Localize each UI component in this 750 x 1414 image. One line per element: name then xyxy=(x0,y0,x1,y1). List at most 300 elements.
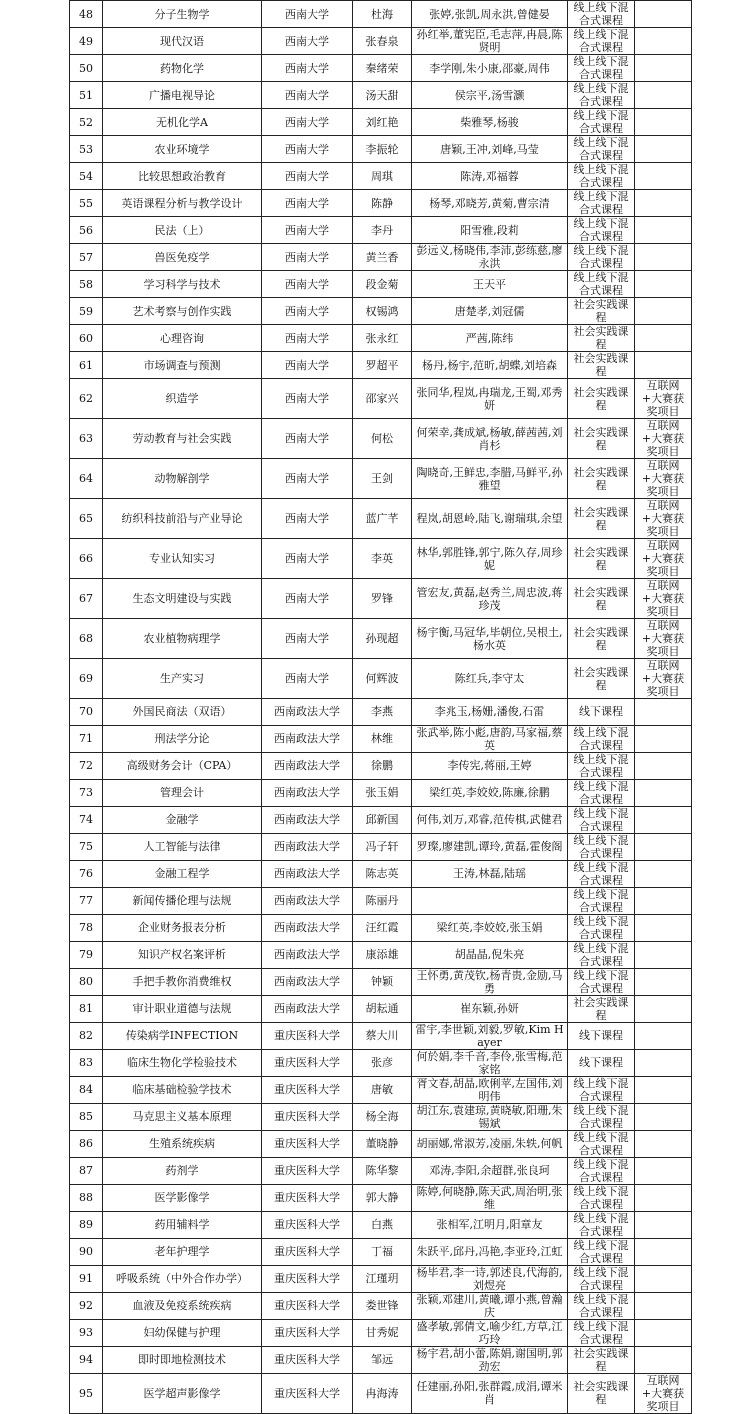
course-lead-cell: 康添雄 xyxy=(353,941,412,968)
course-type-cell: 线上线下混合式课程 xyxy=(568,1319,635,1346)
team-members-cell: 林华,郭胜锋,郭宁,陈久存,周珍妮 xyxy=(412,539,568,579)
school-cell: 西南大学 xyxy=(262,298,353,325)
award-cell: 互联网+大赛获奖项目 xyxy=(635,619,692,659)
course-lead-cell: 陈静 xyxy=(353,190,412,217)
course-name-cell: 医学超声影像学 xyxy=(103,1373,262,1413)
school-cell: 西南政法大学 xyxy=(262,725,353,752)
team-members-cell: 唐颖,王冲,刘峰,马莹 xyxy=(412,136,568,163)
school-cell: 西南大学 xyxy=(262,459,353,499)
course-lead-cell: 张永红 xyxy=(353,325,412,352)
row-number-cell: 62 xyxy=(70,379,103,419)
row-number-cell: 79 xyxy=(70,941,103,968)
row-number-cell: 74 xyxy=(70,806,103,833)
course-lead-cell: 黄兰香 xyxy=(353,244,412,271)
award-cell xyxy=(635,109,692,136)
table-row xyxy=(70,28,692,55)
table-row xyxy=(70,163,692,190)
school-cell: 重庆医科大学 xyxy=(262,1211,353,1238)
team-members-cell: 雷宇,李世颖,刘毅,罗敏,Kim Hayer xyxy=(412,1022,568,1049)
award-cell xyxy=(635,271,692,298)
team-members-cell: 张颖,邓建川,黄曦,谭小燕,曾瀚庆 xyxy=(412,1292,568,1319)
table-row xyxy=(70,619,692,659)
school-cell: 重庆医科大学 xyxy=(262,1265,353,1292)
award-cell xyxy=(635,833,692,860)
row-number-cell: 94 xyxy=(70,1346,103,1373)
table-row xyxy=(70,941,692,968)
course-name-cell: 管理会计 xyxy=(103,779,262,806)
course-type-cell: 社会实践课程 xyxy=(568,659,635,699)
table-row xyxy=(70,1103,692,1130)
table-row xyxy=(70,539,692,579)
course-lead-cell: 胡耘通 xyxy=(353,995,412,1022)
table-row xyxy=(70,1130,692,1157)
table-row xyxy=(70,1184,692,1211)
team-members-cell: 阳雪雅,段莉 xyxy=(412,217,568,244)
course-name-cell: 老年护理学 xyxy=(103,1238,262,1265)
course-lead-cell: 周琪 xyxy=(353,163,412,190)
course-lead-cell: 陈丽丹 xyxy=(353,887,412,914)
course-lead-cell: 李丹 xyxy=(353,217,412,244)
school-cell: 西南大学 xyxy=(262,55,353,82)
row-number-cell: 57 xyxy=(70,244,103,271)
team-members-cell: 崔东颖,孙妍 xyxy=(412,995,568,1022)
table-row xyxy=(70,379,692,419)
row-number-cell: 68 xyxy=(70,619,103,659)
course-type-cell: 线上线下混合式课程 xyxy=(568,860,635,887)
award-cell xyxy=(635,1238,692,1265)
award-cell xyxy=(635,1103,692,1130)
course-type-cell: 社会实践课程 xyxy=(568,1346,635,1373)
school-cell: 西南大学 xyxy=(262,136,353,163)
school-cell: 西南大学 xyxy=(262,217,353,244)
school-cell: 重庆医科大学 xyxy=(262,1319,353,1346)
school-cell: 西南大学 xyxy=(262,499,353,539)
course-lead-cell: 白燕 xyxy=(353,1211,412,1238)
course-name-cell: 广播电视导论 xyxy=(103,82,262,109)
course-name-cell: 企业财务报表分析 xyxy=(103,914,262,941)
school-cell: 西南大学 xyxy=(262,352,353,379)
table-row xyxy=(70,244,692,271)
school-cell: 西南大学 xyxy=(262,271,353,298)
course-lead-cell: 郭大静 xyxy=(353,1184,412,1211)
course-name-cell: 人工智能与法律 xyxy=(103,833,262,860)
row-number-cell: 73 xyxy=(70,779,103,806)
course-lead-cell: 张彦 xyxy=(353,1049,412,1076)
course-type-cell: 社会实践课程 xyxy=(568,352,635,379)
award-cell: 互联网+大赛获奖项目 xyxy=(635,379,692,419)
award-cell xyxy=(635,806,692,833)
row-number-cell: 80 xyxy=(70,968,103,995)
table-body xyxy=(70,1,692,1414)
course-name-cell: 比较思想政治教育 xyxy=(103,163,262,190)
course-type-cell: 社会实践课程 xyxy=(568,995,635,1022)
course-name-cell: 现代汉语 xyxy=(103,28,262,55)
team-members-cell: 陈婷,何晓静,陈天武,周治明,张维 xyxy=(412,1184,568,1211)
table-row xyxy=(70,82,692,109)
school-cell: 西南大学 xyxy=(262,325,353,352)
school-cell: 重庆医科大学 xyxy=(262,1292,353,1319)
course-lead-cell: 蔡大川 xyxy=(353,1022,412,1049)
table-row xyxy=(70,1319,692,1346)
table-row xyxy=(70,1022,692,1049)
course-type-cell: 线下课程 xyxy=(568,1049,635,1076)
school-cell: 西南大学 xyxy=(262,419,353,459)
team-members-cell: 杨丹,杨宇,范昕,胡蝶,刘培森 xyxy=(412,352,568,379)
award-cell xyxy=(635,779,692,806)
award-cell xyxy=(635,1346,692,1373)
course-type-cell: 社会实践课程 xyxy=(568,419,635,459)
school-cell: 西南政法大学 xyxy=(262,833,353,860)
course-type-cell: 线上线下混合式课程 xyxy=(568,217,635,244)
team-members-cell xyxy=(412,887,568,914)
table-row xyxy=(70,298,692,325)
course-type-cell: 社会实践课程 xyxy=(568,619,635,659)
award-cell xyxy=(635,298,692,325)
team-members-cell: 陈红兵,李守太 xyxy=(412,659,568,699)
row-number-cell: 55 xyxy=(70,190,103,217)
course-lead-cell: 冯子轩 xyxy=(353,833,412,860)
row-number-cell: 60 xyxy=(70,325,103,352)
award-cell xyxy=(635,968,692,995)
school-cell: 西南大学 xyxy=(262,659,353,699)
school-cell: 重庆医科大学 xyxy=(262,1076,353,1103)
award-cell: 互联网+大赛获奖项目 xyxy=(635,499,692,539)
course-lead-cell: 邵家兴 xyxy=(353,379,412,419)
course-type-cell: 社会实践课程 xyxy=(568,298,635,325)
award-cell xyxy=(635,1022,692,1049)
row-number-cell: 54 xyxy=(70,163,103,190)
row-number-cell: 91 xyxy=(70,1265,103,1292)
course-lead-cell: 娄世锋 xyxy=(353,1292,412,1319)
course-lead-cell: 李英 xyxy=(353,539,412,579)
course-lead-cell: 唐敏 xyxy=(353,1076,412,1103)
table-row xyxy=(70,499,692,539)
course-type-cell: 线上线下混合式课程 xyxy=(568,244,635,271)
course-lead-cell: 甘秀妮 xyxy=(353,1319,412,1346)
row-number-cell: 90 xyxy=(70,1238,103,1265)
course-name-cell: 药剂学 xyxy=(103,1157,262,1184)
table-row xyxy=(70,1157,692,1184)
table-row xyxy=(70,860,692,887)
course-type-cell: 线下课程 xyxy=(568,1022,635,1049)
course-name-cell: 分子生物学 xyxy=(103,1,262,28)
course-lead-cell: 段金菊 xyxy=(353,271,412,298)
course-lead-cell: 汤天甜 xyxy=(353,82,412,109)
course-type-cell: 线上线下混合式课程 xyxy=(568,1157,635,1184)
course-name-cell: 农业环境学 xyxy=(103,136,262,163)
team-members-cell: 王涛,林磊,陆瑶 xyxy=(412,860,568,887)
row-number-cell: 65 xyxy=(70,499,103,539)
table-row xyxy=(70,699,692,726)
table-row xyxy=(70,325,692,352)
award-cell xyxy=(635,1,692,28)
award-cell: 互联网+大赛获奖项目 xyxy=(635,579,692,619)
course-type-cell: 线上线下混合式课程 xyxy=(568,1,635,28)
school-cell: 西南大学 xyxy=(262,379,353,419)
school-cell: 西南大学 xyxy=(262,619,353,659)
table-row xyxy=(70,190,692,217)
course-name-cell: 审计职业道德与法规 xyxy=(103,995,262,1022)
course-name-cell: 织造学 xyxy=(103,379,262,419)
course-lead-cell: 何松 xyxy=(353,419,412,459)
school-cell: 西南大学 xyxy=(262,109,353,136)
school-cell: 西南政法大学 xyxy=(262,860,353,887)
course-name-cell: 市场调查与预测 xyxy=(103,352,262,379)
row-number-cell: 75 xyxy=(70,833,103,860)
team-members-cell: 杨宇衡,马冠华,毕朝位,吴根土,杨水英 xyxy=(412,619,568,659)
award-cell xyxy=(635,244,692,271)
award-cell xyxy=(635,82,692,109)
table-row xyxy=(70,136,692,163)
course-lead-cell: 钟颖 xyxy=(353,968,412,995)
course-name-cell: 生殖系统疾病 xyxy=(103,1130,262,1157)
course-name-cell: 新闻传播伦理与法规 xyxy=(103,887,262,914)
award-cell: 互联网+大赛获奖项目 xyxy=(635,539,692,579)
team-members-cell: 杨毕君,李一诗,郭述良,代海韵,刘煜亮 xyxy=(412,1265,568,1292)
award-cell xyxy=(635,1184,692,1211)
course-lead-cell: 江瑾玥 xyxy=(353,1265,412,1292)
table-row xyxy=(70,752,692,779)
course-name-cell: 金融学 xyxy=(103,806,262,833)
row-number-cell: 64 xyxy=(70,459,103,499)
row-number-cell: 87 xyxy=(70,1157,103,1184)
team-members-cell: 盛孝敏,郭倩文,喻少红,方草,江巧玲 xyxy=(412,1319,568,1346)
row-number-cell: 66 xyxy=(70,539,103,579)
award-cell xyxy=(635,325,692,352)
team-members-cell: 王天平 xyxy=(412,271,568,298)
course-name-cell: 药用辅料学 xyxy=(103,1211,262,1238)
course-name-cell: 高级财务会计（CPA） xyxy=(103,752,262,779)
school-cell: 西南政法大学 xyxy=(262,887,353,914)
row-number-cell: 92 xyxy=(70,1292,103,1319)
award-cell xyxy=(635,352,692,379)
course-list-table xyxy=(69,0,692,1414)
course-lead-cell: 张春泉 xyxy=(353,28,412,55)
course-type-cell: 线上线下混合式课程 xyxy=(568,1211,635,1238)
table-row xyxy=(70,779,692,806)
team-members-cell: 张婷,张凯,周永洪,曾健晏 xyxy=(412,1,568,28)
team-members-cell: 胥文春,胡晶,欧俐苹,左国伟,刘明伟 xyxy=(412,1076,568,1103)
table-row xyxy=(70,352,692,379)
course-name-cell: 生产实习 xyxy=(103,659,262,699)
award-cell xyxy=(635,1211,692,1238)
table-row xyxy=(70,995,692,1022)
award-cell: 互联网+大赛获奖项目 xyxy=(635,659,692,699)
course-lead-cell: 林维 xyxy=(353,725,412,752)
school-cell: 重庆医科大学 xyxy=(262,1022,353,1049)
course-type-cell: 线上线下混合式课程 xyxy=(568,163,635,190)
course-name-cell: 传染病学INFECTION xyxy=(103,1022,262,1049)
course-name-cell: 手把手教你消费维权 xyxy=(103,968,262,995)
table-row xyxy=(70,217,692,244)
table-row xyxy=(70,1211,692,1238)
course-lead-cell: 蓝广芊 xyxy=(353,499,412,539)
table-row xyxy=(70,833,692,860)
award-cell xyxy=(635,190,692,217)
table-row xyxy=(70,887,692,914)
award-cell xyxy=(635,914,692,941)
row-number-cell: 59 xyxy=(70,298,103,325)
award-cell xyxy=(635,163,692,190)
award-cell xyxy=(635,941,692,968)
course-type-cell: 线上线下混合式课程 xyxy=(568,55,635,82)
team-members-cell: 程岚,胡恩岭,陆飞,谢瑞琪,余望 xyxy=(412,499,568,539)
school-cell: 西南政法大学 xyxy=(262,806,353,833)
school-cell: 西南政法大学 xyxy=(262,995,353,1022)
team-members-cell: 何於娟,李千音,李伶,张雪梅,范家铭 xyxy=(412,1049,568,1076)
course-lead-cell: 汪红霞 xyxy=(353,914,412,941)
course-name-cell: 药物化学 xyxy=(103,55,262,82)
team-members-cell: 孙红举,董宪臣,毛志萍,冉晨,陈贤明 xyxy=(412,28,568,55)
table-row xyxy=(70,1238,692,1265)
course-name-cell: 马克思主义基本原理 xyxy=(103,1103,262,1130)
course-type-cell: 线上线下混合式课程 xyxy=(568,914,635,941)
team-members-cell: 杨宇君,胡小蕾,陈娟,谢国明,郭劲宏 xyxy=(412,1346,568,1373)
table-row xyxy=(70,725,692,752)
course-lead-cell: 董晓静 xyxy=(353,1130,412,1157)
course-lead-cell: 冉海涛 xyxy=(353,1373,412,1413)
course-lead-cell: 张玉娟 xyxy=(353,779,412,806)
table-row xyxy=(70,419,692,459)
course-name-cell: 生态文明建设与实践 xyxy=(103,579,262,619)
school-cell: 重庆医科大学 xyxy=(262,1103,353,1130)
course-type-cell: 线上线下混合式课程 xyxy=(568,1130,635,1157)
team-members-cell: 侯宗平,汤雪灏 xyxy=(412,82,568,109)
team-members-cell: 胡晶晶,倪朱亮 xyxy=(412,941,568,968)
table-row xyxy=(70,1373,692,1413)
course-type-cell: 线上线下混合式课程 xyxy=(568,941,635,968)
course-name-cell: 农业植物病理学 xyxy=(103,619,262,659)
course-type-cell: 社会实践课程 xyxy=(568,1373,635,1413)
row-number-cell: 56 xyxy=(70,217,103,244)
team-members-cell: 严茜,陈纬 xyxy=(412,325,568,352)
award-cell xyxy=(635,55,692,82)
table-row xyxy=(70,806,692,833)
course-type-cell: 社会实践课程 xyxy=(568,499,635,539)
row-number-cell: 48 xyxy=(70,1,103,28)
team-members-cell: 李兆玉,杨姗,潘俊,石雷 xyxy=(412,699,568,726)
page-margin xyxy=(0,0,69,1335)
school-cell: 西南政法大学 xyxy=(262,779,353,806)
row-number-cell: 67 xyxy=(70,579,103,619)
team-members-cell: 王怀勇,黄茂钦,杨青贵,金励,马勇 xyxy=(412,968,568,995)
row-number-cell: 76 xyxy=(70,860,103,887)
course-name-cell: 妇幼保健与护理 xyxy=(103,1319,262,1346)
table-row xyxy=(70,1346,692,1373)
row-number-cell: 88 xyxy=(70,1184,103,1211)
row-number-cell: 86 xyxy=(70,1130,103,1157)
course-lead-cell: 权锡鸿 xyxy=(353,298,412,325)
team-members-cell: 何荣幸,龚成斌,杨敏,薛茜茜,刘肖杉 xyxy=(412,419,568,459)
course-name-cell: 血液及免疫系统疾病 xyxy=(103,1292,262,1319)
row-number-cell: 84 xyxy=(70,1076,103,1103)
table-row xyxy=(70,1049,692,1076)
school-cell: 重庆医科大学 xyxy=(262,1373,353,1413)
course-type-cell: 线上线下混合式课程 xyxy=(568,806,635,833)
school-cell: 重庆医科大学 xyxy=(262,1238,353,1265)
course-name-cell: 兽医免疫学 xyxy=(103,244,262,271)
award-cell xyxy=(635,1130,692,1157)
course-name-cell: 临床生物化学检验技术 xyxy=(103,1049,262,1076)
team-members-cell: 柴雅琴,杨骏 xyxy=(412,109,568,136)
school-cell: 西南大学 xyxy=(262,82,353,109)
course-type-cell: 社会实践课程 xyxy=(568,539,635,579)
school-cell: 西南大学 xyxy=(262,539,353,579)
award-cell xyxy=(635,1157,692,1184)
course-name-cell: 金融工程学 xyxy=(103,860,262,887)
course-lead-cell: 王剑 xyxy=(353,459,412,499)
school-cell: 西南政法大学 xyxy=(262,968,353,995)
course-name-cell: 临床基础检验学技术 xyxy=(103,1076,262,1103)
course-lead-cell: 陈华黎 xyxy=(353,1157,412,1184)
row-number-cell: 58 xyxy=(70,271,103,298)
team-members-cell: 梁红英,李姣姣,陈廉,徐鹏 xyxy=(412,779,568,806)
school-cell: 西南政法大学 xyxy=(262,914,353,941)
row-number-cell: 95 xyxy=(70,1373,103,1413)
row-number-cell: 53 xyxy=(70,136,103,163)
award-cell xyxy=(635,217,692,244)
course-name-cell: 即时即地检测技术 xyxy=(103,1346,262,1373)
course-lead-cell: 罗锋 xyxy=(353,579,412,619)
course-name-cell: 民法（上） xyxy=(103,217,262,244)
team-members-cell: 张相军,江明月,阳章友 xyxy=(412,1211,568,1238)
table-row xyxy=(70,1076,692,1103)
school-cell: 西南大学 xyxy=(262,579,353,619)
award-cell xyxy=(635,28,692,55)
course-name-cell: 动物解剖学 xyxy=(103,459,262,499)
team-members-cell: 胡丽娜,常淑芳,凌丽,朱轶,何帆 xyxy=(412,1130,568,1157)
course-name-cell: 刑法学分论 xyxy=(103,725,262,752)
team-members-cell: 任建丽,孙阳,张群霞,成涓,谭米肖 xyxy=(412,1373,568,1413)
team-members-cell: 管宏友,黄磊,赵秀兰,周忠波,蒋珍茂 xyxy=(412,579,568,619)
award-cell: 互联网+大赛获奖项目 xyxy=(635,459,692,499)
team-members-cell: 彭远义,杨晓伟,李沛,彭练慈,廖永洪 xyxy=(412,244,568,271)
award-cell: 互联网+大赛获奖项目 xyxy=(635,1373,692,1413)
course-name-cell: 纺织科技前沿与产业导论 xyxy=(103,499,262,539)
course-name-cell: 专业认知实习 xyxy=(103,539,262,579)
team-members-cell: 梁红英,李姣姣,张玉娟 xyxy=(412,914,568,941)
course-type-cell: 线上线下混合式课程 xyxy=(568,1265,635,1292)
school-cell: 重庆医科大学 xyxy=(262,1130,353,1157)
school-cell: 重庆医科大学 xyxy=(262,1157,353,1184)
row-number-cell: 77 xyxy=(70,887,103,914)
team-members-cell: 张武举,陈小彪,唐韵,马家福,蔡英 xyxy=(412,725,568,752)
course-type-cell: 社会实践课程 xyxy=(568,579,635,619)
table-row xyxy=(70,55,692,82)
school-cell: 西南政法大学 xyxy=(262,752,353,779)
school-cell: 重庆医科大学 xyxy=(262,1184,353,1211)
team-members-cell: 张同华,程岚,冉瑞龙,王蜀,邓秀妍 xyxy=(412,379,568,419)
course-type-cell: 线上线下混合式课程 xyxy=(568,271,635,298)
row-number-cell: 82 xyxy=(70,1022,103,1049)
table-row xyxy=(70,271,692,298)
team-members-cell: 胡江东,袁建琼,黄晓敏,阳珊,朱锡斌 xyxy=(412,1103,568,1130)
course-type-cell: 线上线下混合式课程 xyxy=(568,1238,635,1265)
course-type-cell: 社会实践课程 xyxy=(568,459,635,499)
table-row xyxy=(70,459,692,499)
team-members-cell: 李传宪,蒋丽,王婷 xyxy=(412,752,568,779)
course-type-cell: 线上线下混合式课程 xyxy=(568,1103,635,1130)
course-name-cell: 劳动教育与社会实践 xyxy=(103,419,262,459)
course-lead-cell: 秦绪荣 xyxy=(353,55,412,82)
row-number-cell: 83 xyxy=(70,1049,103,1076)
course-lead-cell: 何辉波 xyxy=(353,659,412,699)
table-row xyxy=(70,659,692,699)
course-type-cell: 线上线下混合式课程 xyxy=(568,752,635,779)
course-type-cell: 线上线下混合式课程 xyxy=(568,1184,635,1211)
row-number-cell: 49 xyxy=(70,28,103,55)
course-lead-cell: 徐鹏 xyxy=(353,752,412,779)
